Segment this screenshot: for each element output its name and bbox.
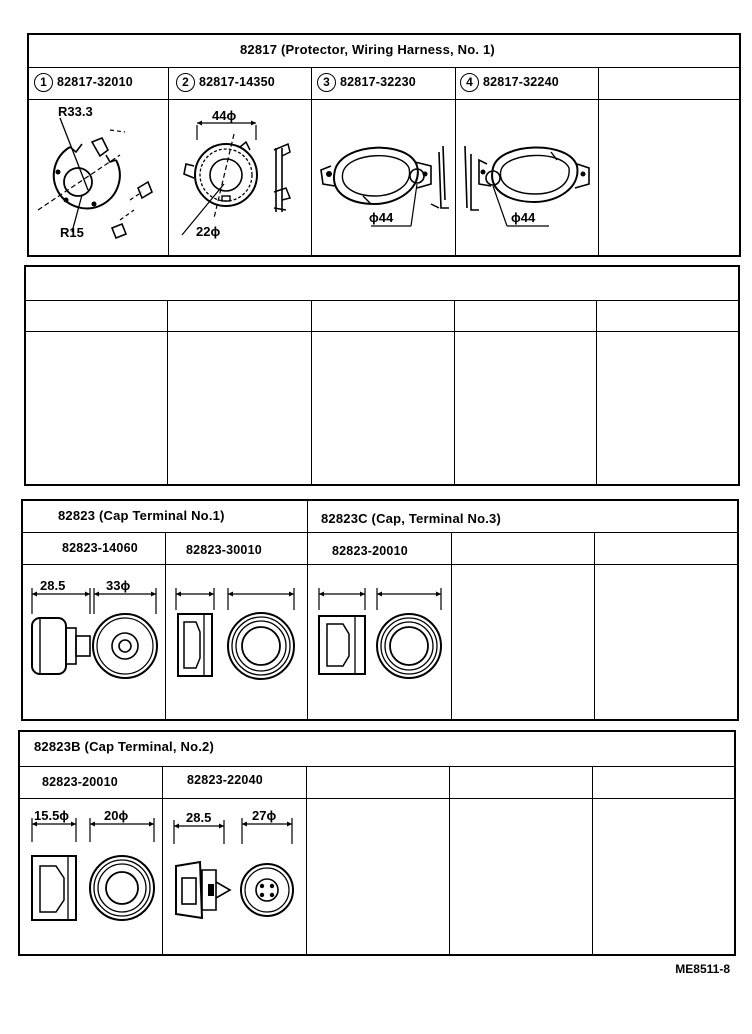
dimension-label: ϕ44 [511, 210, 536, 225]
part-index-badge: 4 [460, 73, 479, 92]
cap-terminal-14060-drawing [22, 566, 164, 718]
part-number: 82817-32230 [340, 74, 416, 89]
dimension-label: 22ϕ [196, 224, 221, 239]
cap-terminal-30010-drawing [166, 566, 306, 718]
part-number: 82817-32010 [57, 74, 133, 89]
part-header-2 [176, 73, 275, 92]
part-number: 82823-14060 [62, 541, 138, 555]
section-title: 82823 (Cap Terminal No.1) [58, 508, 225, 523]
dimension-label: 27ϕ [252, 808, 277, 823]
dimension-label: 28.5 [186, 810, 212, 825]
part-header-4 [460, 73, 559, 92]
protector-1-drawing [30, 100, 166, 255]
dimension-label: ϕ44 [369, 210, 394, 225]
section-title: 82817 (Protector, Wiring Harness, No. 1) [240, 42, 495, 57]
part-number: 82823-20010 [42, 775, 118, 789]
section-title: 82823C (Cap, Terminal No.3) [321, 511, 501, 526]
cap-terminal-22040-drawing [164, 800, 304, 954]
part-index-badge: 1 [34, 73, 53, 92]
part-number: 82817-14350 [199, 74, 275, 89]
part-index-badge: 2 [176, 73, 195, 92]
part-header-1 [34, 73, 133, 92]
dimension-label: R33.3 [58, 104, 93, 119]
part-number: 82823-22040 [187, 773, 263, 787]
section-blank-table [24, 265, 740, 486]
part-number: 82823-30010 [186, 543, 262, 557]
dimension-label: 15.5ϕ [34, 808, 70, 823]
part-header-3 [317, 73, 416, 92]
part-number: 82817-32240 [483, 74, 559, 89]
part-number: 82823-20010 [332, 544, 408, 558]
protector-3-drawing [313, 100, 453, 255]
dimension-label: 44ϕ [212, 108, 237, 123]
protector-4-drawing [457, 100, 597, 255]
figure-reference-code: ME8511-8 [675, 962, 730, 976]
cap-terminal-20010-no2-drawing [20, 800, 160, 954]
section-title: 82823B (Cap Terminal, No.2) [34, 739, 214, 754]
dimension-label: 20ϕ [104, 808, 129, 823]
part-index-badge: 3 [317, 73, 336, 92]
cap-terminal-20010-drawing [309, 566, 449, 718]
protector-2-drawing [170, 100, 310, 255]
dimension-label: 28.5 [40, 578, 66, 593]
dimension-label: 33ϕ [106, 578, 131, 593]
dimension-label: R15 [60, 225, 84, 240]
